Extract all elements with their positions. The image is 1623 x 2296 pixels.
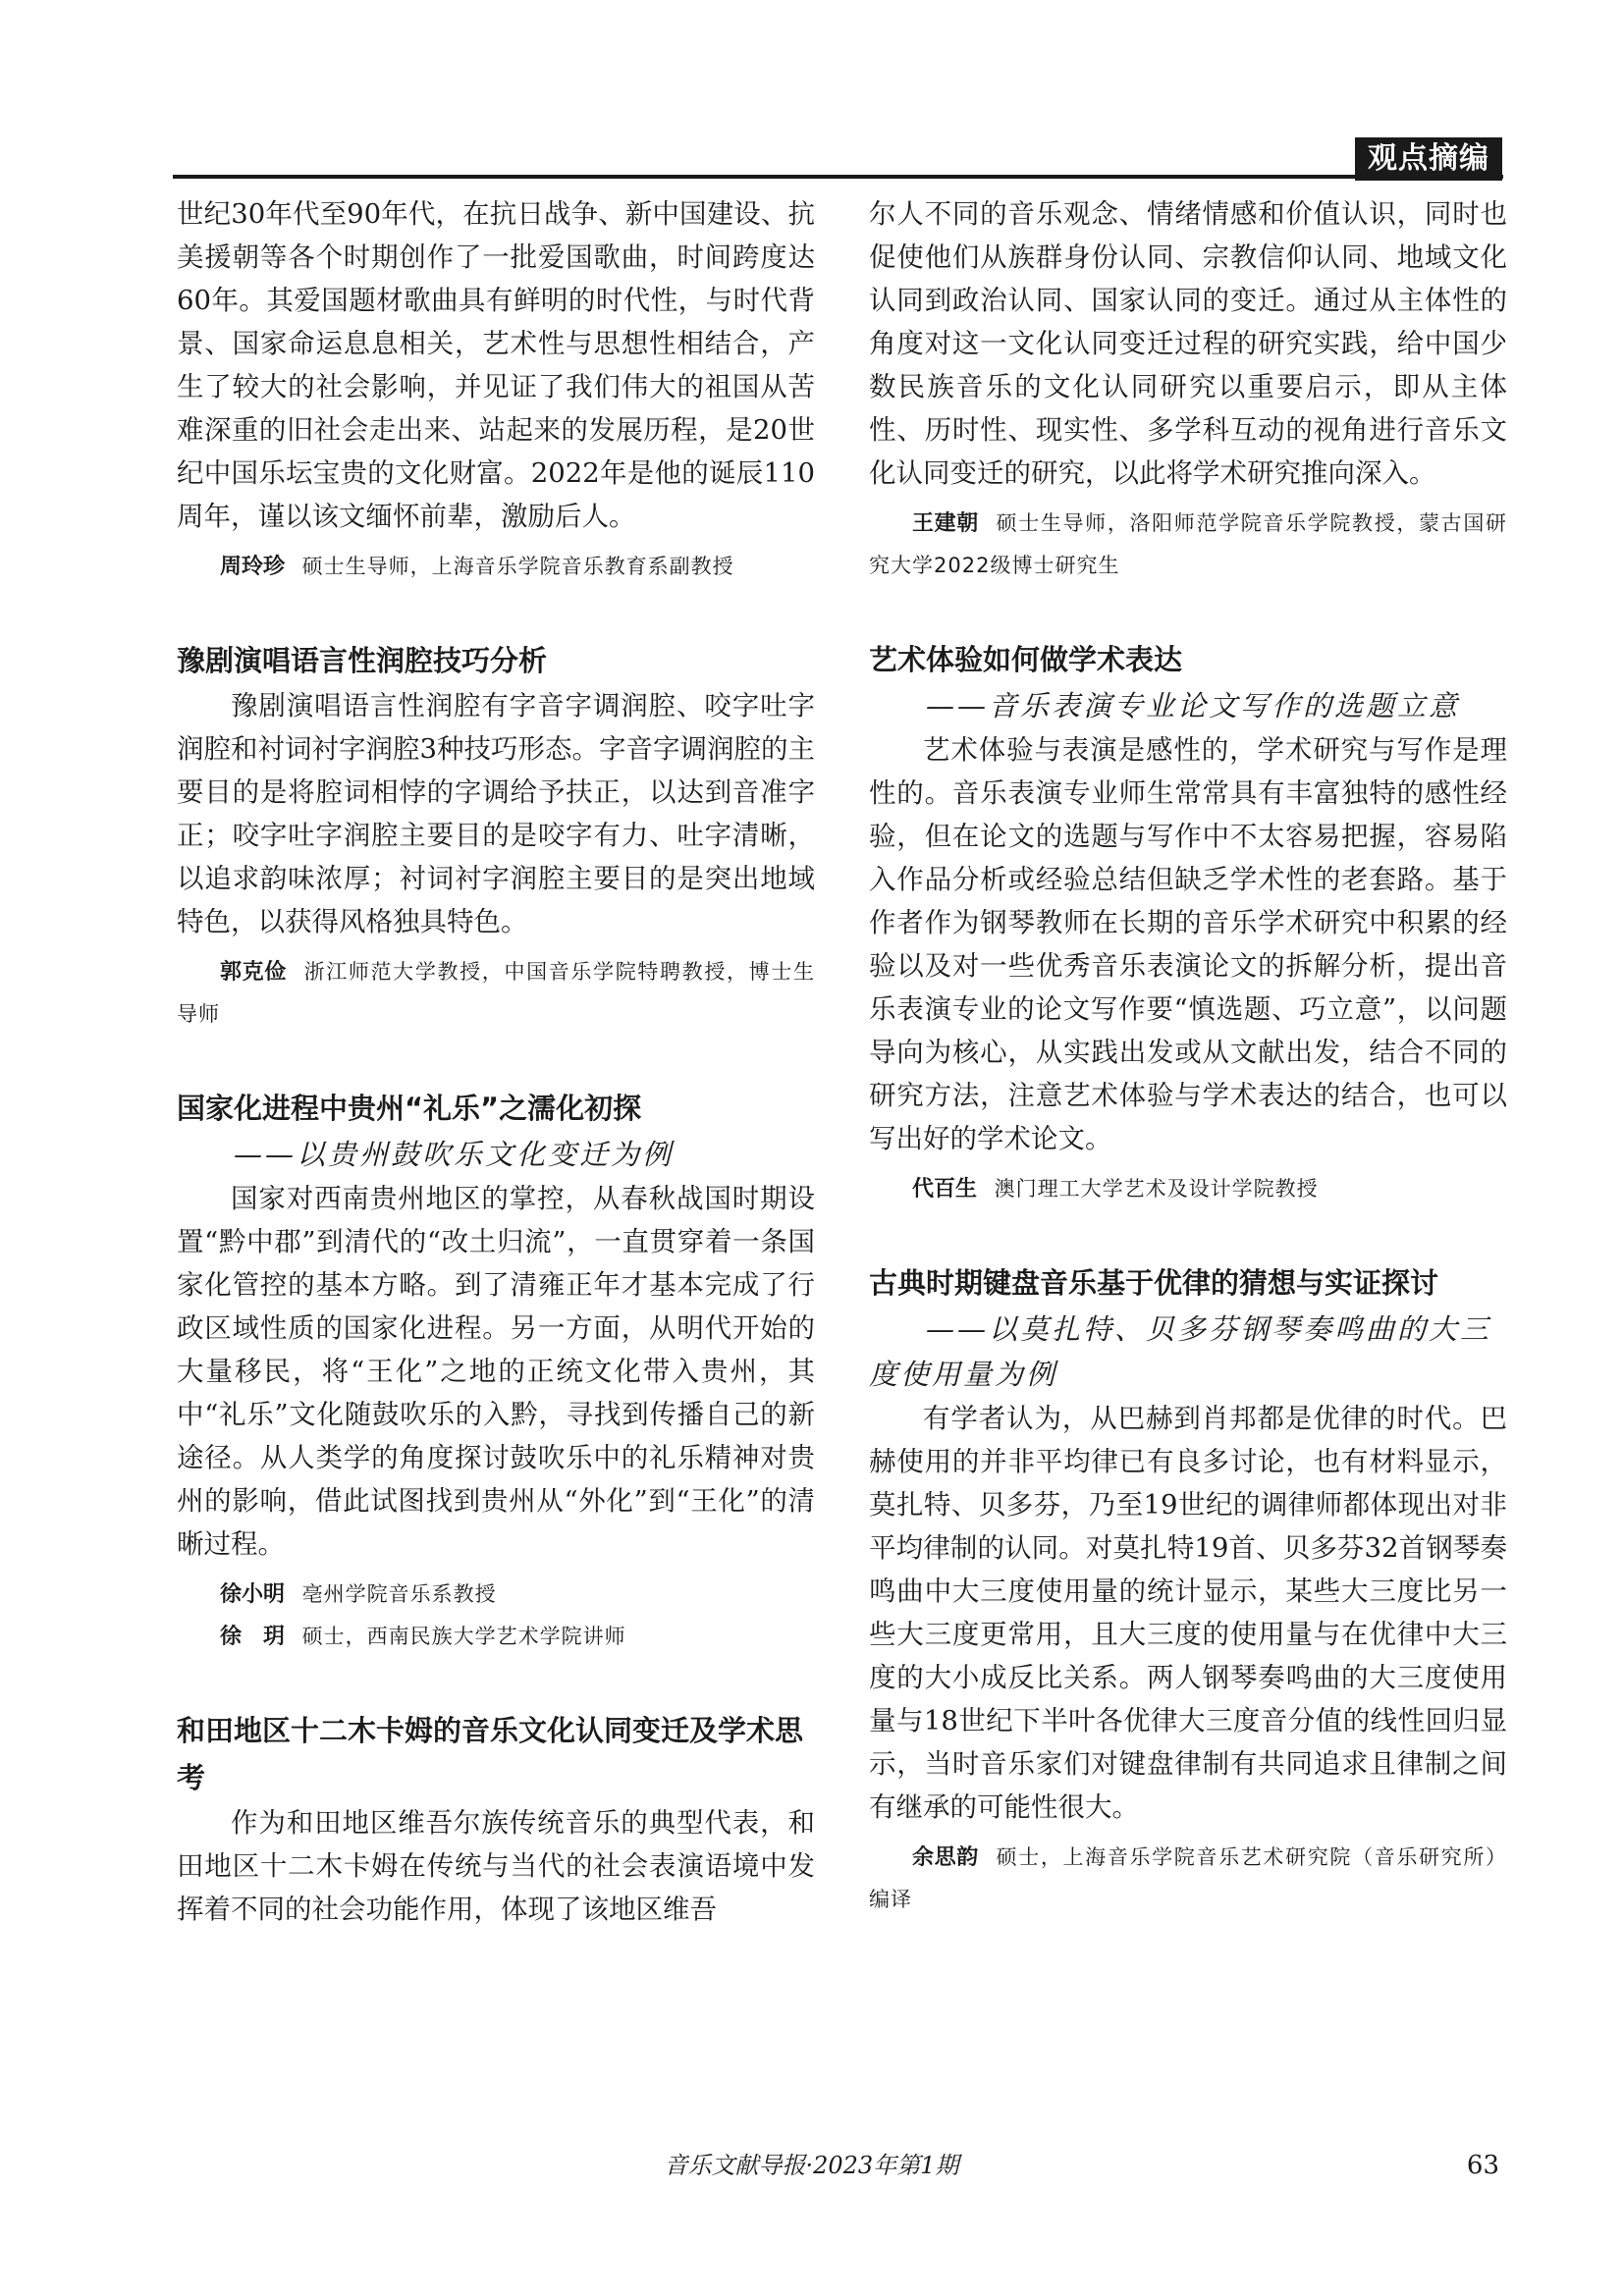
article-subtitle: ——以莫扎特、贝多芬钢琴奏鸣曲的大三度使用量为例 bbox=[869, 1312, 1492, 1391]
author-name: 郭克俭 bbox=[220, 960, 287, 985]
header-rule bbox=[173, 175, 1503, 179]
article-body: 作为和田地区维吾尔族传统音乐的典型代表，和田地区十二木卡姆在传统与当代的社会表演语境中发挥着不同的社会功能作用，体现了该地区维吾 bbox=[177, 1807, 815, 1925]
page-number: 63 bbox=[1466, 2151, 1499, 2180]
author-description: 硕士生导师，洛阳师范学院音乐学院教授，蒙古国研究大学2022级博士研究生 bbox=[869, 511, 1507, 577]
article-title: 古典时期键盘音乐基于优律的猜想与实证探讨 bbox=[869, 1266, 1439, 1300]
article-title: 国家化进程中贵州“礼乐”之濡化初探 bbox=[177, 1092, 642, 1125]
article-author bbox=[869, 1168, 1507, 1210]
journal-issue: 音乐文献导报·2023年第1期 bbox=[664, 2152, 959, 2179]
author-name: 周玲珍 bbox=[220, 555, 286, 579]
author-description: 浙江师范大学教授，中国音乐学院特聘教授，博士生导师 bbox=[177, 960, 815, 1026]
author-description: 硕士，西南民族大学艺术学院讲师 bbox=[301, 1625, 626, 1648]
author-name: 徐小明 bbox=[220, 1582, 286, 1607]
section-gap bbox=[869, 1210, 1507, 1259]
author-description: 亳州学院音乐系教授 bbox=[301, 1582, 497, 1606]
article-body: 艺术体验与表演是感性的，学术研究与写作是理性的。音乐表演专业师生常常具有丰富独特的感性经验，但在论文的选题与写作中不太容易把握，容易陷入作品分析或经验总结但缺乏学术性的老套路。基于作者作为钢琴教师在长期的音乐学术研究中积累的经验以及对一些优秀音乐表演论文的拆解分析，提出音乐表演专业的论文写作要“慎选题、巧立意”，以问题导向为核心，从实践出发或从文献出发，结合不同的研究方法，注意艺术体验与学术表达的结合，也可以写出好的学术论文。 bbox=[869, 734, 1507, 1154]
author-description: 硕士，上海音乐学院音乐艺术研究院（音乐研究所）编译 bbox=[869, 1845, 1507, 1911]
article-title: 艺术体验如何做学术表达 bbox=[869, 643, 1183, 676]
section-gap bbox=[869, 587, 1507, 636]
right-column bbox=[869, 192, 1507, 1921]
author-description: 硕士生导师，上海音乐学院音乐教育系副教授 bbox=[301, 555, 734, 578]
article-author bbox=[869, 503, 1507, 587]
article-author bbox=[177, 1616, 815, 1658]
author-name: 余思韵 bbox=[912, 1845, 979, 1870]
article-subtitle: ——音乐表演专业论文写作的选题立意 bbox=[926, 689, 1461, 722]
article-author bbox=[869, 1837, 1507, 1921]
author-name: 代百生 bbox=[912, 1177, 978, 1201]
article-body: 豫剧演唱语言性润腔有字音字调润腔、咬字吐字润腔和衬词衬字润腔3种技巧形态。字音字调润腔的主要目的是将腔词相悖的字调给予扶正，以达到音准字正；咬字吐字润腔主要目的是咬字有力、吐字清晰，以追求韵味浓厚；衬词衬字润腔主要目的是突出地域特色，以获得风格独具特色。 bbox=[177, 690, 815, 937]
section-gap bbox=[177, 1036, 815, 1085]
article-body: 有学者认为，从巴赫到肖邦都是优律的时代。巴赫使用的并非平均律已有良多讨论，也有材料显示，莫扎特、贝多芬，乃至19世纪的调律师都体现出对非平均律制的认同。对莫扎特19首、贝多芬32首钢琴奏鸣曲中大三度使用量的统计显示，某些大三度比另一些大三度更常用，且大三度的使用量与在优律中大三度的大小成反比关系。两人钢琴奏鸣曲的大三度使用量与18世纪下半叶各优律大三度音分值的线性回归显示，当时音乐家们对键盘律制有共同追求且律制之间有继承的可能性很大。 bbox=[869, 1403, 1507, 1823]
section-label: 观点摘编 bbox=[1355, 137, 1502, 181]
continuation-paragraph: 尔人不同的音乐观念、情绪情感和价值认识，同时也促使他们从族群身份认同、宗教信仰认同、地域文化认同到政治认同、国家认同的变迁。通过从主体性的角度对这一文化认同变迁过程的研究实践，给中国少数民族音乐的文化认同研究以重要启示，即从主体性、历时性、现实性、多学科互动的视角进行音乐文化认同变迁的研究，以此将学术研究推向深入。 bbox=[869, 198, 1507, 489]
article-subtitle: ——以贵州鼓吹乐文化变迁为例 bbox=[234, 1138, 675, 1171]
section-gap bbox=[177, 1658, 815, 1707]
article-body: 国家对西南贵州地区的掌控，从春秋战国时期设置“黔中郡”到清代的“改土归流”，一直贯穿着一条国家化管控的基本方略。到了清雍正年才基本完成了行政区域性质的国家化进程。另一方面，从明代开始的大量移民，将“王化”之地的正统文化带入贵州，其中“礼乐”文化随鼓吹乐的入黔，寻找到传播自己的新途径。从人类学的角度探讨鼓吹乐中的礼乐精神对贵州的影响，借此试图找到贵州从“外化”到“王化”的清晰过程。 bbox=[177, 1183, 815, 1560]
section-gap bbox=[177, 588, 815, 637]
article-title: 和田地区十二木卡姆的音乐文化认同变迁及学术思考 bbox=[177, 1714, 804, 1794]
author-name: 王建朝 bbox=[912, 511, 979, 536]
author-description: 澳门理工大学艺术及设计学院教授 bbox=[994, 1177, 1319, 1201]
intro-author bbox=[177, 546, 815, 588]
intro-paragraph: 世纪30年代至90年代，在抗日战争、新中国建设、抗美援朝等各个时期创作了一批爱国歌曲，时间跨度达60年。其爱国题材歌曲具有鲜明的时代性，与时代背景、国家命运息息相关，艺术性与思想性相结合，产生了较大的社会影响，并见证了我们伟大的祖国从苦难深重的旧社会走出来、站起来的发展历程，是20世纪中国乐坛宝贵的文化财富。2022年是他的诞辰110周年，谨以该文缅怀前辈，激励后人。 bbox=[177, 198, 815, 532]
article-title: 豫剧演唱语言性润腔技巧分析 bbox=[177, 644, 548, 677]
article-author bbox=[177, 1574, 815, 1616]
left-column bbox=[177, 192, 815, 1931]
author-name: 徐 玥 bbox=[220, 1625, 286, 1649]
article-author bbox=[177, 951, 815, 1036]
page-footer bbox=[0, 2146, 1623, 2185]
